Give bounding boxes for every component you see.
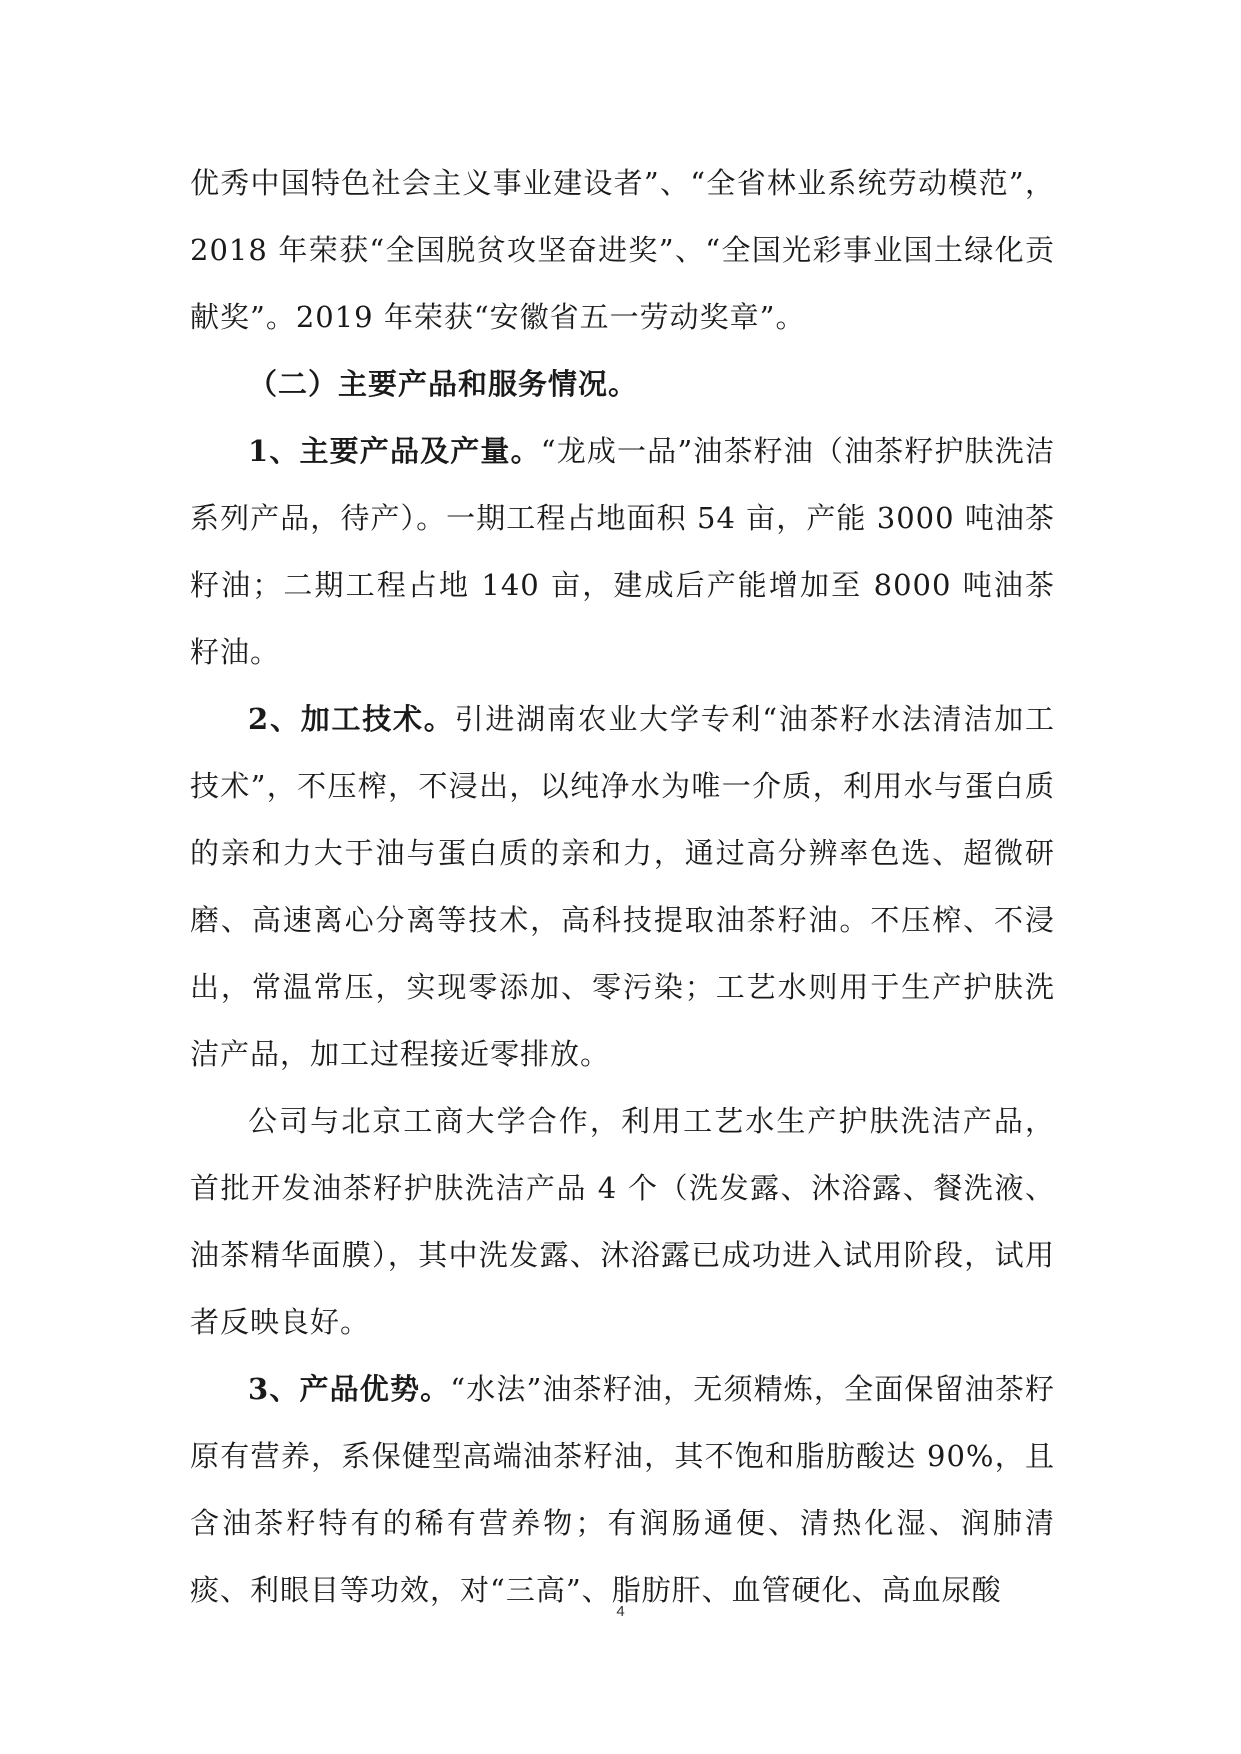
section-heading-text: （二）主要产品和服务情况。 (248, 367, 639, 401)
document-body (190, 150, 1055, 1624)
paragraph-processing-technology (190, 686, 1055, 1088)
item-heading: 1、主要产品及产量。 (248, 434, 541, 468)
item-heading: 2、加工技术。 (248, 702, 455, 736)
paragraph-honors (190, 150, 1055, 351)
paragraph-text: 优秀中国特色社会主义事业建设者”、“全省林业系统劳动模范”，2018 年荣获“全国脱贫攻坚奋进奖”、“全国光彩事业国土绿化贡献奖”。2019 年荣获“安徽省五一劳动奖章”。 (190, 166, 1055, 334)
item-heading: 3、产品优势。 (248, 1372, 451, 1406)
paragraph-text: “水法”油茶籽油，无须精炼，全面保留油茶籽原有营养，系保健型高端油茶籽油，其不饱和脂肪酸达 90%，且含油茶籽特有的稀有营养物；有润肠通便、清热化湿、润肺清痰、利眼目等功效，对“三高”、脂肪肝、血管硬化、高血尿酸 (190, 1372, 1055, 1607)
paragraph-product-advantages (190, 1356, 1055, 1624)
section-heading-main-products (190, 351, 1055, 418)
page-number: 4 (616, 1603, 625, 1620)
paragraph-text: “龙成一品”油茶籽油（油茶籽护肤洗洁系列产品，待产）。一期工程占地面积 54 亩，产能 3000 吨油茶籽油；二期工程占地 140 亩，建成后产能增加至 8000 吨油茶籽油。 (190, 434, 1055, 669)
paragraph-text: 引进湖南农业大学专利“油茶籽水法清洁加工技术”，不压榨，不浸出，以纯净水为唯一介质，利用水与蛋白质的亲和力大于油与蛋白质的亲和力，通过高分辨率色选、超微研磨、高速离心分离等技术，高科技提取油茶籽油。不压榨、不浸出，常温常压，实现零添加、零污染；工艺水则用于生产护肤洗洁产品，加工过程接近零排放。 (190, 702, 1055, 1071)
paragraph-main-products-output (190, 418, 1055, 686)
paragraph-cooperation (190, 1088, 1055, 1356)
paragraph-text: 公司与北京工商大学合作，利用工艺水生产护肤洗洁产品，首批开发油茶籽护肤洗洁产品 4 个（洗发露、沐浴露、餐洗液、油茶精华面膜），其中洗发露、沐浴露已成功进入试用阶段，试用者反映良好。 (190, 1104, 1055, 1339)
